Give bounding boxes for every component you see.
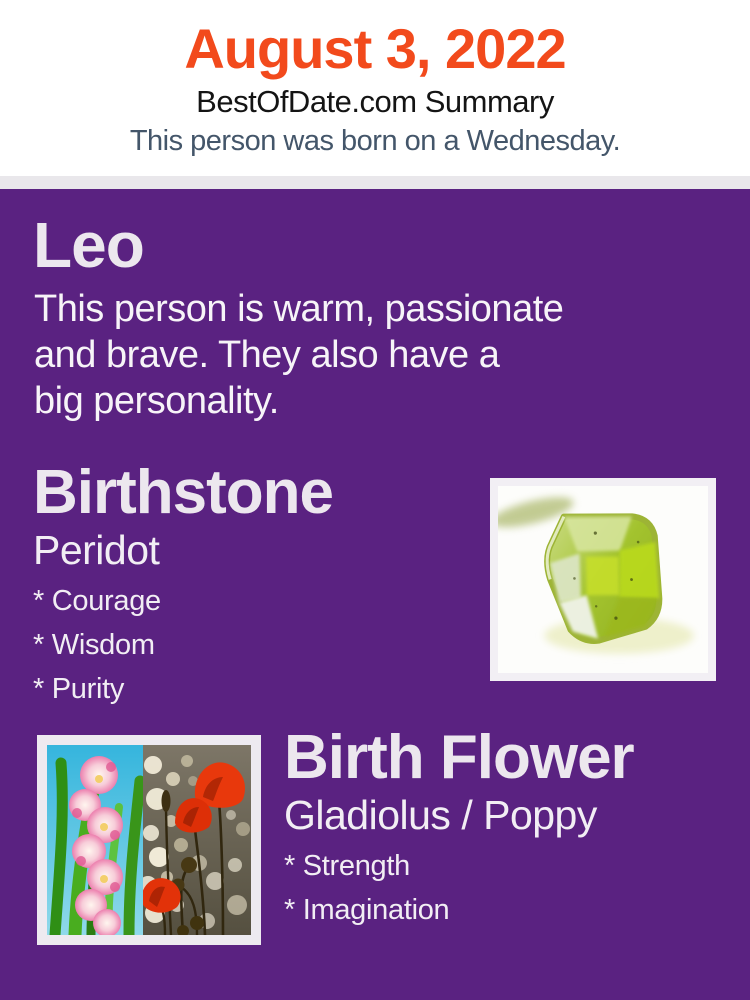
birthstone-trait: * Wisdom [33, 629, 155, 661]
peridot-stone-illustration [498, 486, 708, 673]
header-divider [0, 176, 750, 189]
zodiac-sign-heading: Leo [33, 209, 144, 281]
birth-flower-trait: * Strength [284, 850, 410, 882]
zodiac-description [34, 286, 694, 424]
zodiac-description-line: and brave. They also have a [34, 334, 500, 376]
gladiolus-poppy-illustration [47, 745, 251, 935]
birthstone-trait-list [33, 587, 473, 704]
birth-flower-photo [37, 735, 261, 945]
details-section [0, 189, 750, 1000]
zodiac-description-line: This person is warm, passionate [34, 288, 564, 330]
birth-flower-heading: Birth Flower [284, 723, 634, 792]
header [0, 0, 750, 176]
birthstone-heading: Birthstone [33, 458, 333, 527]
page-title: August 3, 2022 [184, 17, 566, 80]
site-summary-title: BestOfDate.com Summary [196, 84, 554, 119]
birthstone-block [33, 458, 473, 719]
birthstone-trait: * Courage [33, 585, 161, 617]
birthstone-name: Peridot [33, 527, 160, 573]
birthstone-photo [490, 478, 716, 681]
birthstone-trait: * Purity [33, 673, 125, 705]
birth-flower-trait-list [284, 852, 734, 925]
birth-flower-block [284, 723, 734, 940]
weekday-note: This person was born on a Wednesday. [129, 125, 621, 157]
zodiac-description-line: big personality. [34, 380, 279, 422]
birth-flower-name: Gladiolus / Poppy [284, 792, 597, 838]
birth-flower-trait: * Imagination [284, 894, 450, 926]
